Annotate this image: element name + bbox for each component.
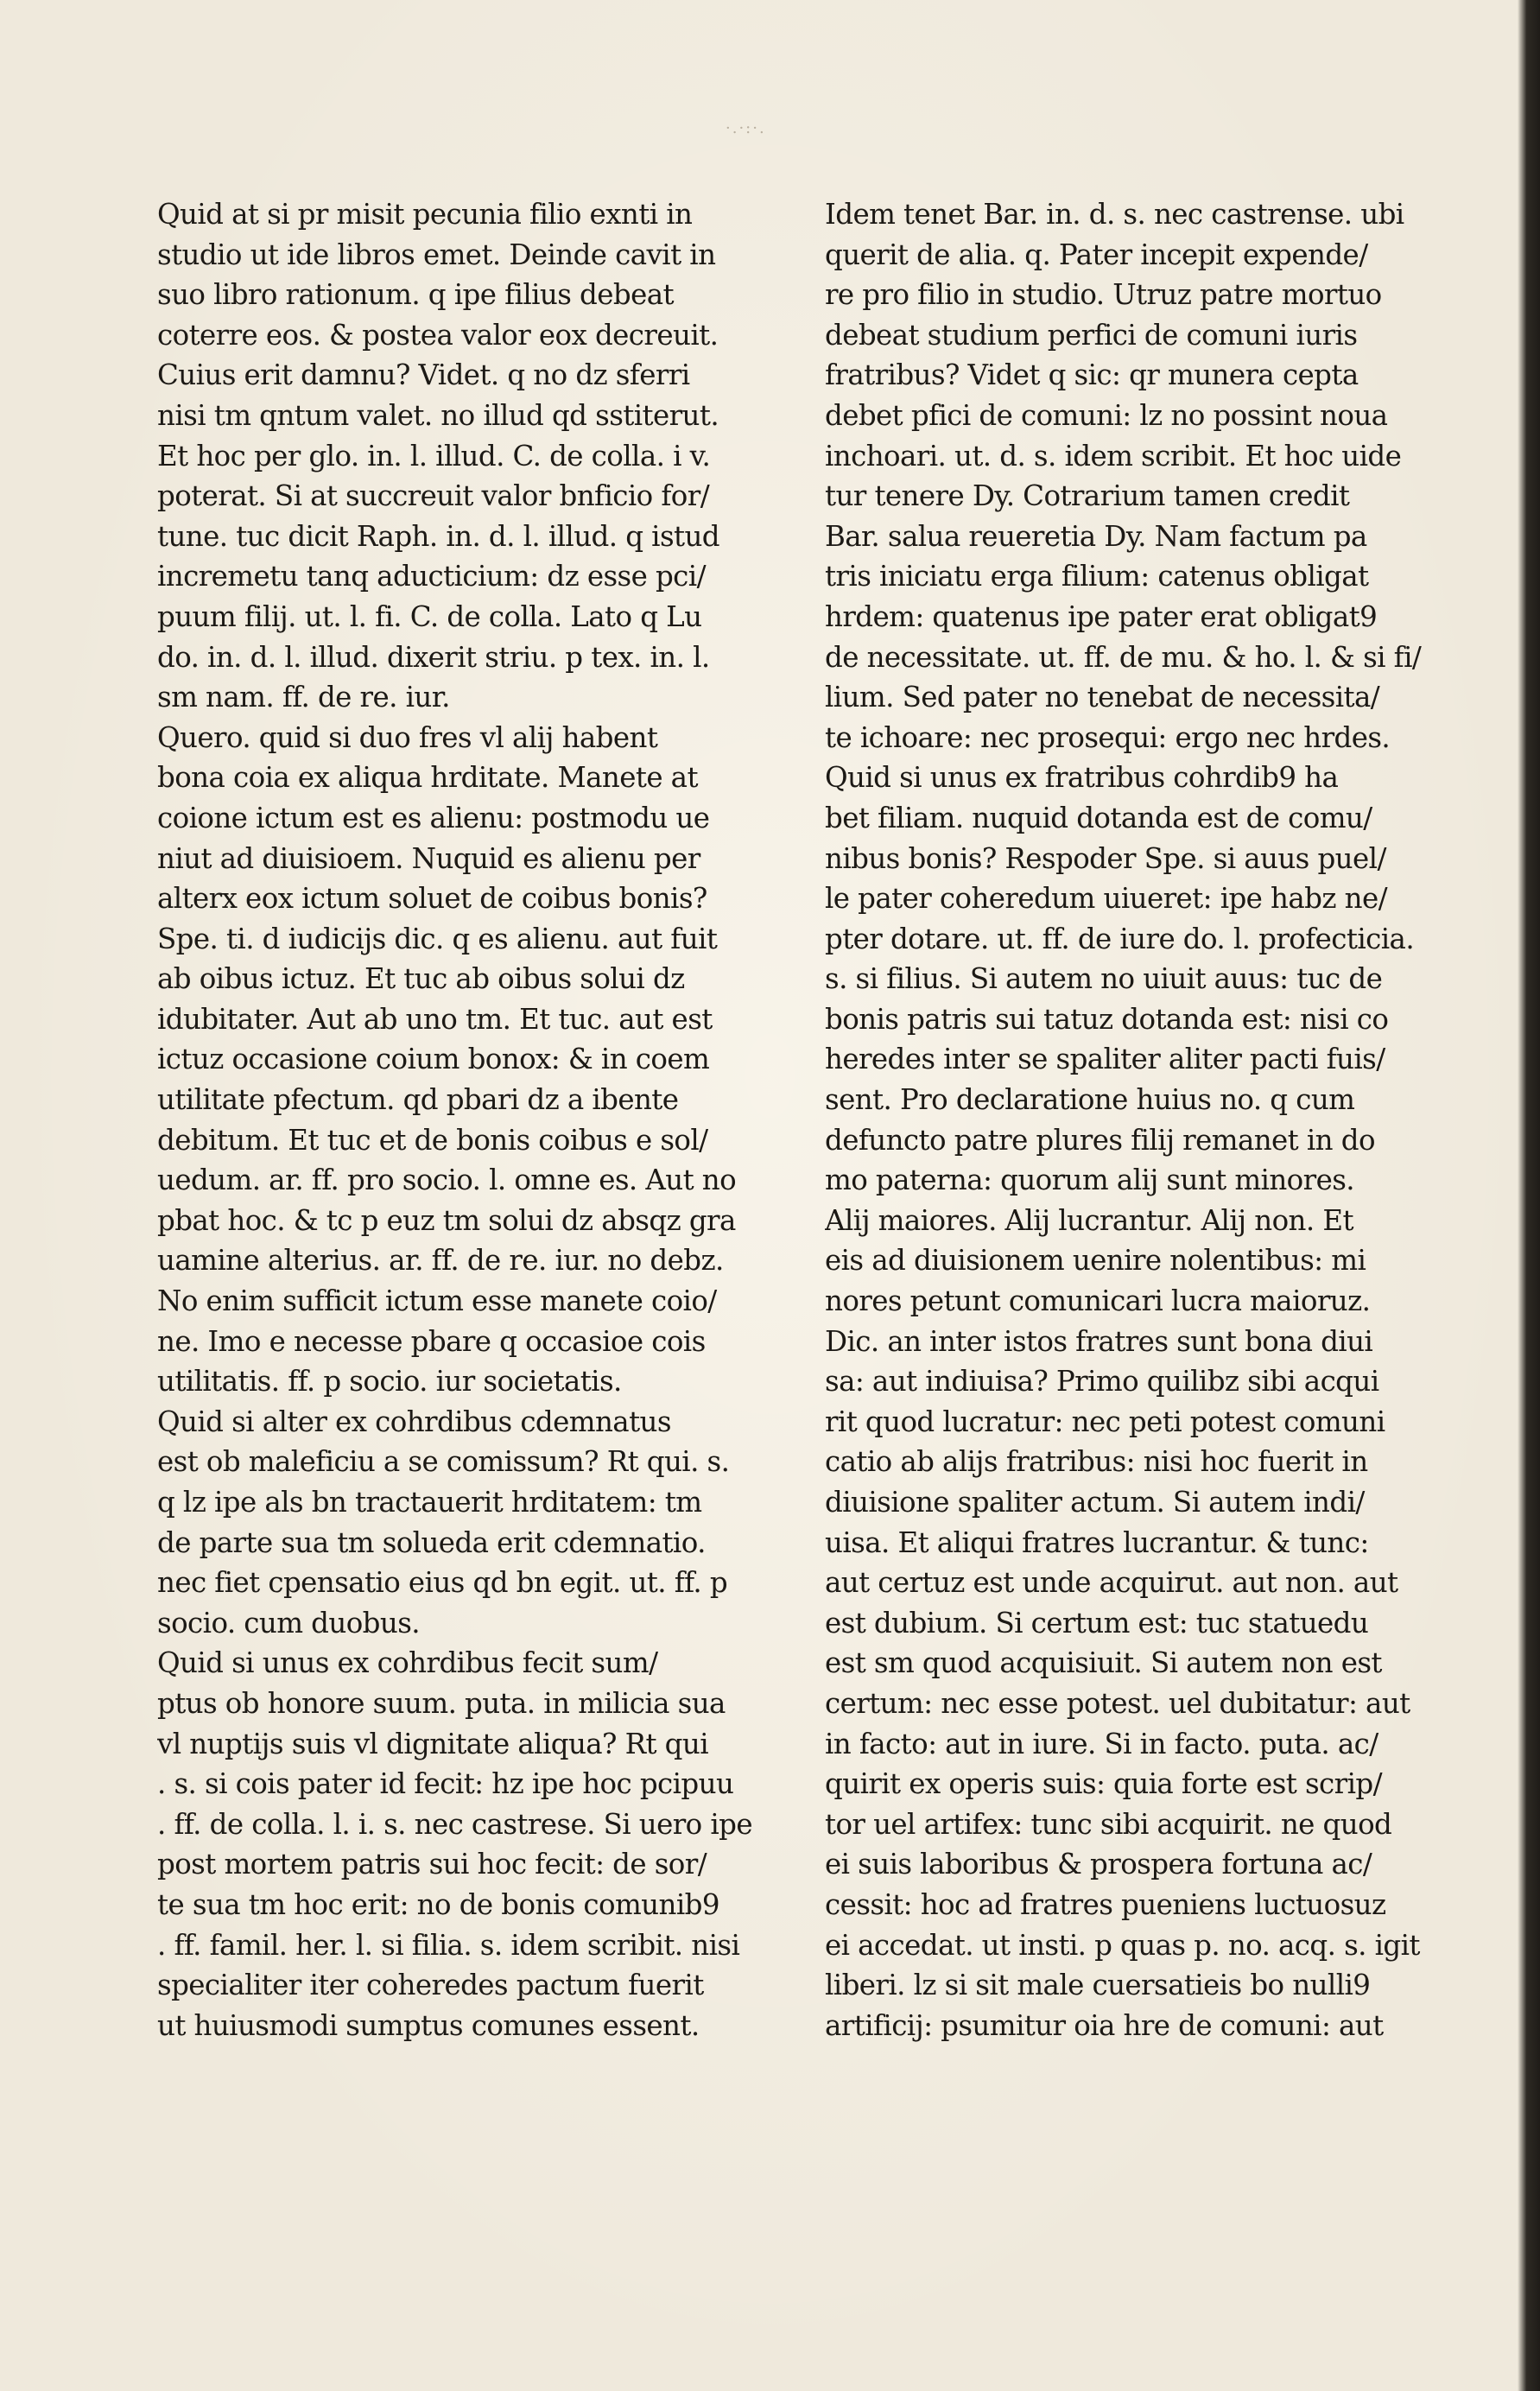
text-line: coione ictum est es alienu: postmodu ue bbox=[157, 801, 710, 834]
text-line: tune. tuc dicit Raph. in. d. l. illud. q istud bbox=[157, 519, 720, 553]
text-line: ut huiusmodi sumptus comunes essent. bbox=[157, 2008, 700, 2042]
text-line: Quid si unus ex cohrdibus fecit sum/ bbox=[157, 1646, 658, 1680]
text-line: Quid si unus ex fratribus cohrdib9 ha bbox=[825, 761, 1339, 795]
text-line: Bar. salua reueretia Dy. Nam factum pa bbox=[825, 519, 1367, 553]
text-line: Et hoc per glo. in. l. illud. C. de colla. i v. bbox=[157, 439, 711, 472]
text-line: in facto: aut in iure. Si in facto. puta. ac/ bbox=[825, 1727, 1378, 1760]
text-line: le pater coheredum uiueret: ipe habz ne/ bbox=[825, 882, 1387, 916]
text-line: ei suis laboribus & prospera fortuna ac/ bbox=[825, 1848, 1372, 1881]
text-line: nec fiet cpensatio eius qd bn egit. ut. ff. p bbox=[157, 1566, 728, 1600]
text-line: est dubium. Si certum est: tuc statuedu bbox=[825, 1606, 1369, 1639]
text-line: bet filiam. nuquid dotanda est de comu/ bbox=[825, 801, 1372, 834]
text-line: re pro filio in studio. Utruz patre mortuo bbox=[825, 278, 1382, 312]
text-line: lium. Sed pater no tenebat de necessita/ bbox=[825, 681, 1380, 714]
text-line: tur tenere Dy. Cotrarium tamen credit bbox=[825, 479, 1350, 513]
text-line: utilitate pfectum. qd pbari dz a ibente bbox=[157, 1083, 679, 1117]
text-line: nores petunt comunicari lucra maioruz. bbox=[825, 1284, 1371, 1318]
text-line: rit quod lucratur: nec peti potest comuni bbox=[825, 1405, 1385, 1438]
text-line: . s. si cois pater id fecit: hz ipe hoc pcipuu bbox=[157, 1767, 734, 1801]
page-edge-shadow bbox=[1518, 0, 1540, 2391]
text-line: sm nam. ff. de re. iur. bbox=[157, 681, 450, 714]
ink-smudge: ·.·:·. bbox=[726, 119, 766, 137]
text-line: incremetu tanq aducticium: dz esse pci/ bbox=[157, 560, 706, 593]
text-line: pbat hoc. & tc p euz tm solui dz absqz gra bbox=[157, 1203, 736, 1237]
text-line: te sua tm hoc erit: no de bonis comunib9 bbox=[157, 1887, 719, 1921]
text-line: Spe. ti. d iudicijs dic. q es alienu. aut fuit bbox=[157, 922, 718, 955]
text-line: uedum. ar. ff. pro socio. l. omne es. Aut no bbox=[157, 1164, 737, 1197]
text-line: ne. Imo e necesse pbare q occasioe cois bbox=[157, 1324, 706, 1358]
text-line: Dic. an inter istos fratres sunt bona diui bbox=[825, 1324, 1373, 1358]
text-line: . ff. famil. her. l. si filia. s. idem scribit. nisi bbox=[157, 1928, 740, 1962]
text-line: Cuius erit damnu? Videt. q no dz sferri bbox=[157, 358, 690, 392]
text-line: ictuz occasione coium bonox: & in coem bbox=[157, 1043, 710, 1076]
text-line: debet pfici de comuni: lz no possint noua bbox=[825, 398, 1388, 432]
text-line: post mortem patris sui hoc fecit: de sor/ bbox=[157, 1848, 707, 1881]
text-line: quirit ex operis suis: quia forte est scrip/ bbox=[825, 1767, 1382, 1801]
text-line: bonis patris sui tatuz dotanda est: nisi co bbox=[825, 1002, 1389, 1036]
text-line: uisa. Et aliqui fratres lucrantur. & tunc: bbox=[825, 1525, 1369, 1559]
text-line: ei accedat. ut insti. p quas p. no. acq. s. igit bbox=[825, 1928, 1420, 1962]
text-line: Idem tenet Bar. in. d. s. nec castrense. ubi bbox=[825, 198, 1404, 231]
text-line: poterat. Si at succreuit valor bnficio for/ bbox=[157, 479, 710, 513]
text-line: inchoari. ut. d. s. idem scribit. Et hoc uide bbox=[825, 439, 1402, 472]
text-line: Quid si alter ex cohrdibus cdemnatus bbox=[157, 1405, 671, 1438]
text-line: No enim sufficit ictum esse manete coio/ bbox=[157, 1284, 717, 1318]
text-line: mo paterna: quorum alij sunt minores. bbox=[825, 1164, 1355, 1197]
text-line: vl nuptijs suis vl dignitate aliqua? Rt qui bbox=[157, 1727, 709, 1760]
text-line: eis ad diuisionem uenire nolentibus: mi bbox=[825, 1244, 1366, 1278]
text-line: certum: nec esse potest. uel dubitatur: aut bbox=[825, 1686, 1410, 1720]
text-line: do. in. d. l. illud. dixerit striu. p tex. in. l. bbox=[157, 640, 710, 674]
text-line: idubitater. Aut ab uno tm. Et tuc. aut est bbox=[157, 1002, 713, 1036]
left-text-column bbox=[157, 194, 792, 2045]
text-line: sa: aut indiuisa? Primo quilibz sibi acqui bbox=[825, 1365, 1379, 1398]
text-line: niut ad diuisioem. Nuquid es alienu per bbox=[157, 841, 700, 875]
text-line: Quid at si pr misit pecunia filio exnti in bbox=[157, 198, 693, 231]
text-line: debitum. Et tuc et de bonis coibus e sol/ bbox=[157, 1123, 708, 1157]
text-line: studio ut ide libros emet. Deinde cavit in bbox=[157, 238, 716, 271]
text-line: specialiter iter coheredes pactum fuerit bbox=[157, 1969, 704, 2002]
text-line: tor uel artifex: tunc sibi acquirit. ne quod bbox=[825, 1807, 1392, 1841]
text-line: hrdem: quatenus ipe pater erat obligat9 bbox=[825, 599, 1378, 633]
text-line: cessit: hoc ad fratres pueniens luctuosuz bbox=[825, 1887, 1386, 1921]
text-line: ab oibus ictuz. Et tuc ab oibus solui dz bbox=[157, 962, 685, 996]
text-line: bona coia ex aliqua hrditate. Manete at bbox=[157, 761, 698, 795]
text-line: nibus bonis? Respoder Spe. si auus puel/ bbox=[825, 841, 1386, 875]
text-line: diuisione spaliter actum. Si autem indi/ bbox=[825, 1486, 1365, 1519]
text-line: uamine alterius. ar. ff. de re. iur. no debz. bbox=[157, 1244, 724, 1278]
text-line: liberi. lz si sit male cuersatieis bo nulli9 bbox=[825, 1969, 1371, 2002]
text-line: Alij maiores. Alij lucrantur. Alij non. Et bbox=[825, 1203, 1353, 1237]
text-line: sent. Pro declaratione huius no. q cum bbox=[825, 1083, 1355, 1117]
text-line: . ff. de colla. l. i. s. nec castrese. Si uero ipe bbox=[157, 1807, 753, 1841]
text-line: q lz ipe als bn tractauerit hrditatem: tm bbox=[157, 1486, 702, 1519]
text-line: querit de alia. q. Pater incepit expende/ bbox=[825, 238, 1368, 271]
text-line: fratribus? Videt q sic: qr munera cepta bbox=[825, 358, 1359, 392]
text-line: suo libro rationum. q ipe filius debeat bbox=[157, 278, 674, 312]
text-line: artificij: psumitur oia hre de comuni: aut bbox=[825, 2008, 1384, 2042]
text-line: de necessitate. ut. ff. de mu. & ho. l. & si fi/ bbox=[825, 640, 1422, 674]
text-line: catio ab alijs fratribus: nisi hoc fuerit in bbox=[825, 1445, 1368, 1479]
text-line: heredes inter se spaliter aliter pacti fuis/ bbox=[825, 1043, 1385, 1076]
text-line: socio. cum duobus. bbox=[157, 1606, 421, 1639]
text-line: puum filij. ut. l. fi. C. de colla. Lato q Lu bbox=[157, 599, 702, 633]
text-line: s. si filius. Si autem no uiuit auus: tuc de bbox=[825, 962, 1383, 996]
text-line: tris iniciatu erga filium: catenus obligat bbox=[825, 560, 1369, 593]
text-line: coterre eos. & postea valor eox decreuit. bbox=[157, 318, 719, 352]
text-line: ptus ob honore suum. puta. in milicia sua bbox=[157, 1686, 726, 1720]
text-line: defuncto patre plures filij remanet in do bbox=[825, 1123, 1375, 1157]
text-line: alterx eox ictum soluet de coibus bonis? bbox=[157, 882, 707, 916]
text-line: debeat studium perfici de comuni iuris bbox=[825, 318, 1358, 352]
text-line: aut certuz est unde acquirut. aut non. aut bbox=[825, 1566, 1398, 1600]
text-line: est sm quod acquisiuit. Si autem non est bbox=[825, 1646, 1382, 1680]
text-line: de parte sua tm solueda erit cdemnatio. bbox=[157, 1525, 706, 1559]
text-line: nisi tm qntum valet. no illud qd sstiterut. bbox=[157, 398, 719, 432]
text-line: pter dotare. ut. ff. de iure do. l. profecticia. bbox=[825, 922, 1415, 955]
text-line: utilitatis. ff. p socio. iur societatis. bbox=[157, 1365, 622, 1398]
text-line: est ob maleficiu a se comissum? Rt qui. s. bbox=[157, 1445, 730, 1479]
text-line: te ichoare: nec prosequi: ergo nec hrdes. bbox=[825, 720, 1391, 754]
text-line: Quero. quid si duo fres vl alij habent bbox=[157, 720, 658, 754]
right-text-column bbox=[825, 194, 1460, 2045]
